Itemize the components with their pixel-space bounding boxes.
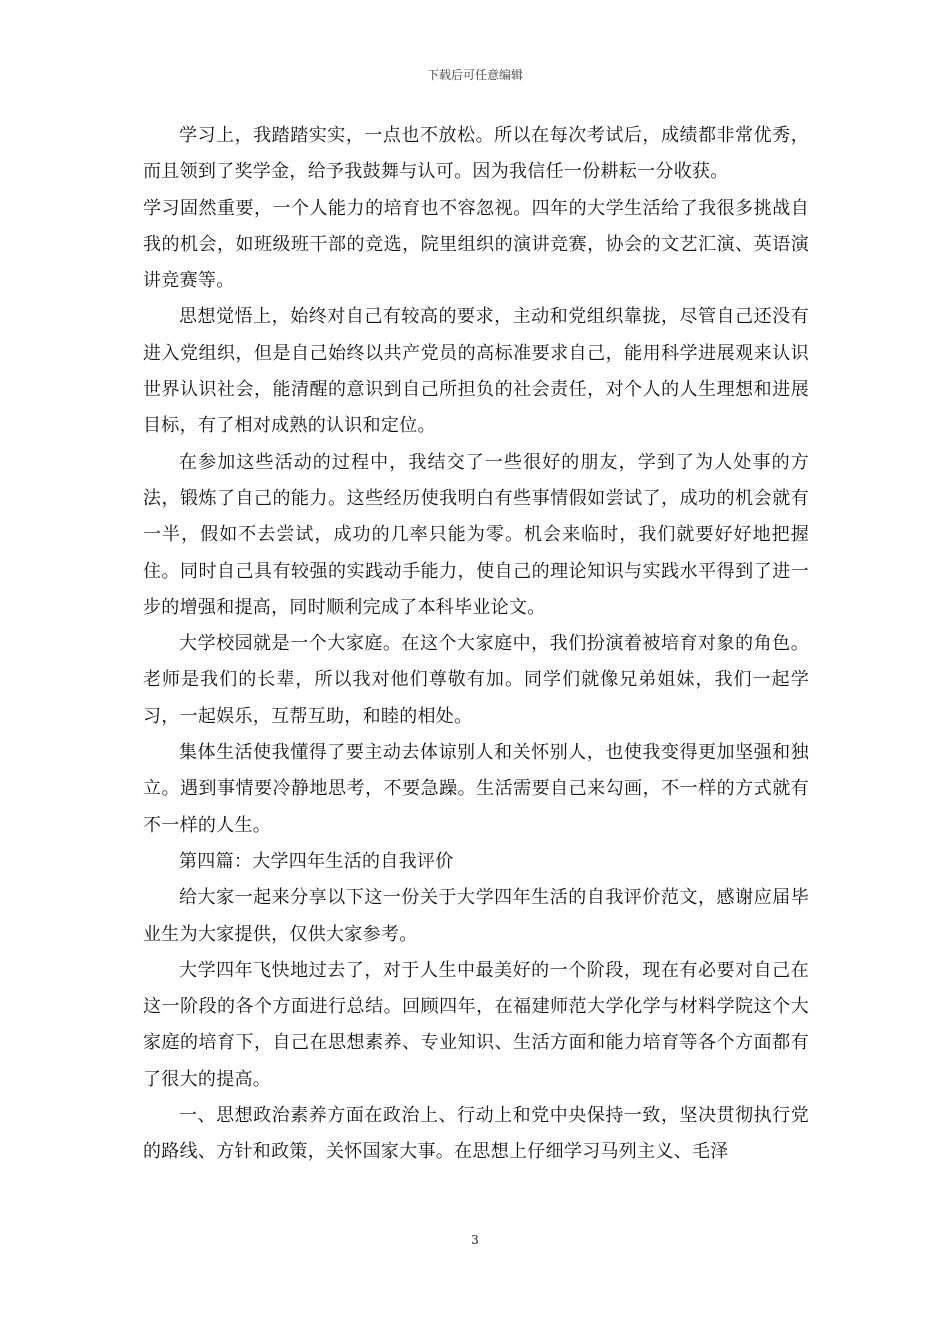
paragraph-summary: 大学四年飞快地过去了，对于人生中最美好的一个阶段，现在有必要对自己在这一阶段的各个方面进行总结。回顾四年，在福建师范大学化学与材料学院这个大家庭的培育下，自己在思想素养、专业知识、生活方面和能力培育等各个方面都有了很大的提高。 [143, 959, 809, 1090]
paragraph-ideology: 思想觉悟上，始终对自己有较高的要求，主动和党组织靠拢，尽管自己还没有进入党组织，但是自己始终以共产党员的高标准要求自己，能用科学进展观来认识世界认识社会，能清醒的意识到自己所担负的社会责任，对个人的人生理想和进展目标，有了相对成熟的认识和定位。 [143, 306, 809, 437]
paragraph-study: 学习上，我踏踏实实，一点也不放松。所以在每次考试后，成绩都非常优秀，而且领到了奖学金，给予我鼓舞与认可。因为我信任一份耕耘一分收获。 [143, 125, 809, 183]
paragraph-intro: 给大家一起来分享以下这一份关于大学四年生活的自我评价范文，感谢应届毕业生为大家提供，仅供大家参考。 [143, 887, 809, 945]
page-header: 下载后可任意编辑 [426, 68, 523, 82]
paragraph-activities: 在参加这些活动的过程中，我结交了一些很好的朋友，学到了为人处事的方法，锻炼了自己的能力。这些经历使我明白有些事情假如尝试了，成功的机会就有一半，假如不去尝试，成功的几率只能为零。机会来临时，我们就要好好地把握住。同时自己具有较强的实践动手能力，使自己的理论知识与实践水平得到了进一步的增强和提高，同时顺利完成了本科毕业论文。 [143, 451, 809, 618]
paragraph-collective-life: 集体生活使我懂得了要主动去体谅别人和关怀别人，也使我变得更加坚强和独立。遇到事情要冷静地思考，不要急躁。生活需要自己来勾画，不一样的方式就有不一样的人生。 [143, 742, 809, 836]
page-number: 3 [471, 1233, 479, 1247]
paragraph-political: 一、思想政治素养方面在政治上、行动上和党中央保持一致，坚决贯彻执行党的路线、方针和政策，关怀国家大事。在思想上仔细学习马列主义、毛泽 [143, 1105, 809, 1163]
paragraph-campus-family: 大学校园就是一个大家庭。在这个大家庭中，我们扮演着被培育对象的角色。老师是我们的长辈，所以我对他们尊敬有加。同学们就像兄弟姐妹，我们一起学习，一起娱乐，互帮互助，和睦的相处。 [143, 633, 809, 727]
paragraph-ability: 学习固然重要，一个人能力的培育也不容忽视。四年的大学生活给了我很多挑战自我的机会，如班级班干部的竞选，院里组织的演讲竞赛，协会的文艺汇演、英语演讲竞赛等。 [143, 197, 809, 292]
section-heading: 第四篇：大学四年生活的自我评价 [179, 850, 454, 872]
document-body [143, 118, 809, 1171]
